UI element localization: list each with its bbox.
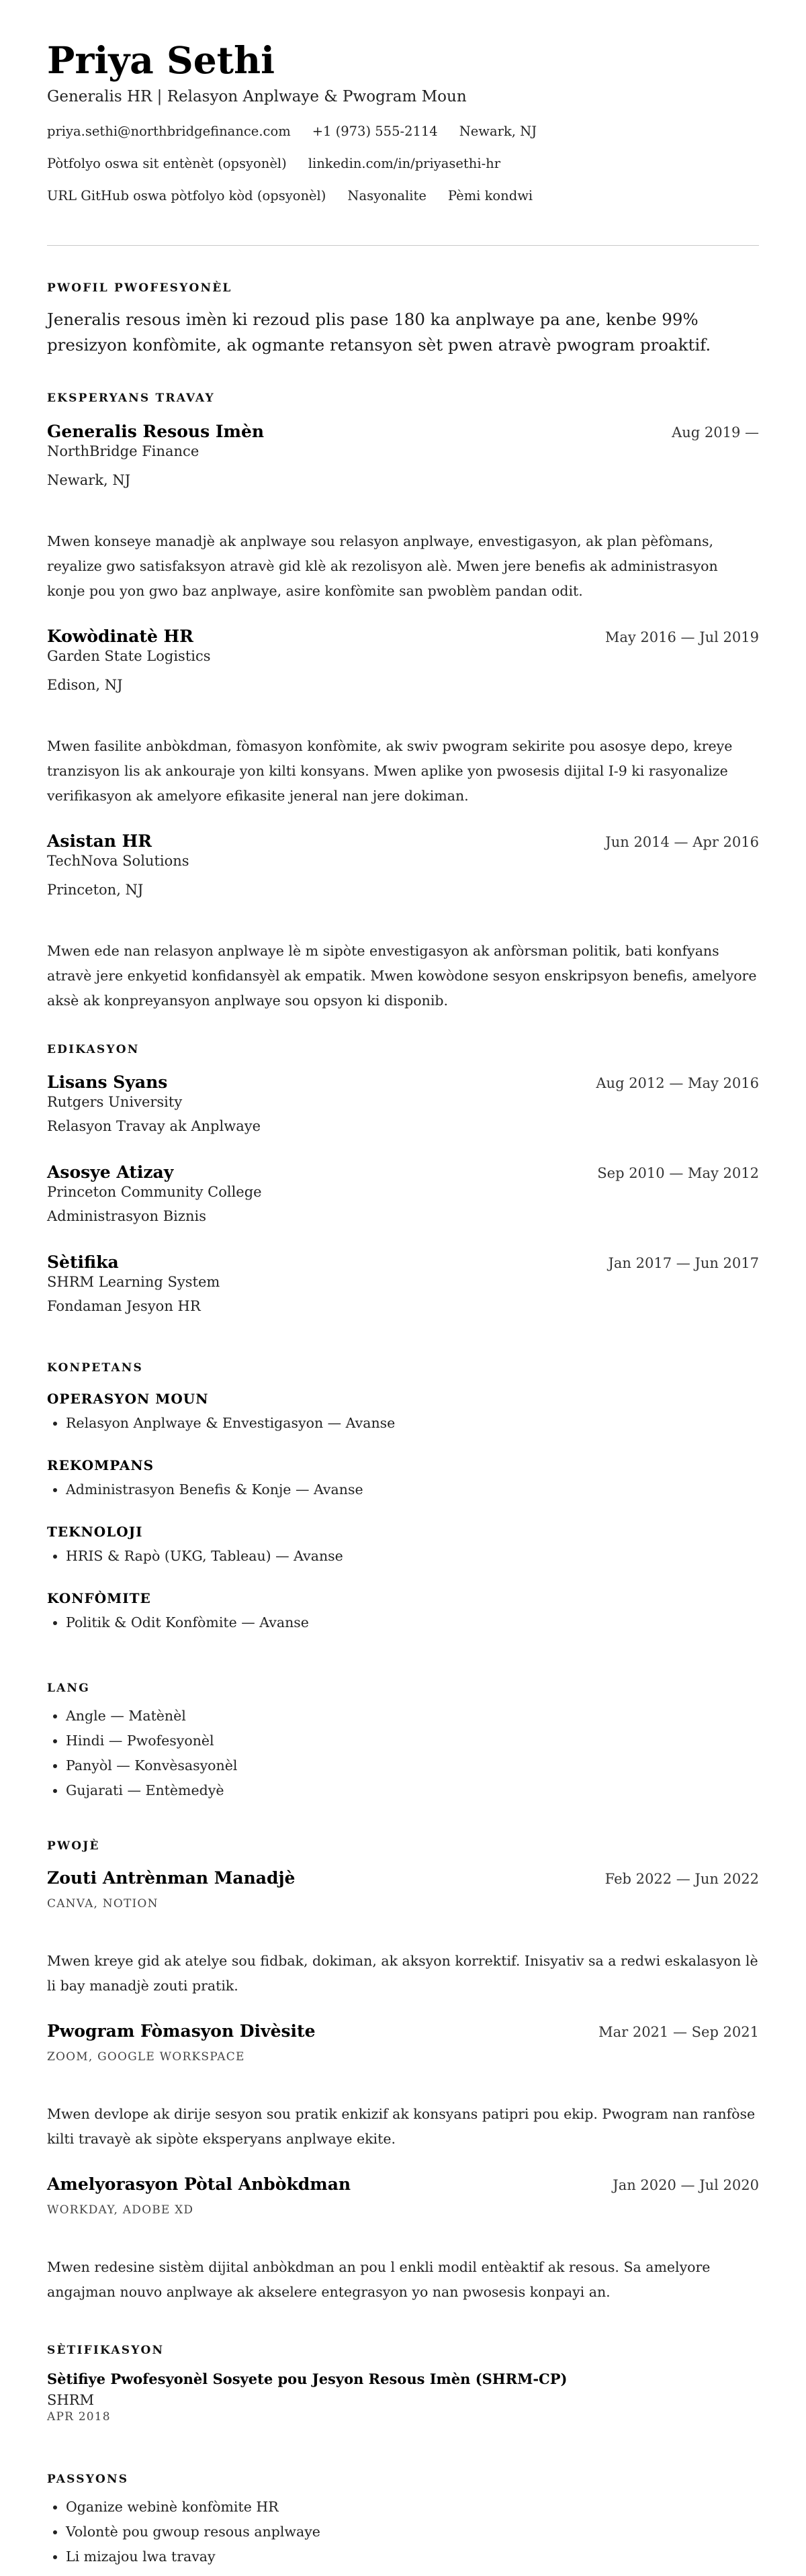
project-name: Amelyorasyon Pòtal Anbòkdman [47,2174,351,2194]
certifications-heading: SÈTIFIKASYON [47,2344,165,2357]
job-description: Mwen konseye manadjè ak anplwaye sou relasyon anplwaye, envestigasyon, ak plan pèfòmans, reyalize gwo satisfaksyon atravè gid klè ak rezolisyon alè. Mwen jere benefis ak administrasyon konje pou yon gwo baz anplwaye, asire konfòmite san pwoblèm pandan odit. [47,533,718,599]
certification-name: Sètifiye Pwofesyonèl Sosyete pou Jesyon Resous Imèn (SHRM-CP) [47,2371,568,2387]
company-name: NorthBridge Finance [47,443,199,459]
skill-category: REKOMPANS [47,1457,154,1473]
location-text: Newark, NJ [459,124,537,139]
project-item [47,2174,759,2217]
skill-list [47,1610,759,1635]
email-text[interactable]: priya.sethi@northbridgefinance.com [47,124,291,139]
experience-item [47,422,759,490]
linkedin-link[interactable]: linkedin.com/in/priyasethi-hr [308,156,501,171]
job-description: Mwen fasilite anbòkdman, fòmasyon konfòmite, ak swiv pwogram sekirite pou asosye depo, kreye tranzisyon lis ak ankouraje yon kilti konsyans. Mwen aplike yon pwosesis dijital I-9 ki rasyonalize verifikasyon ak amelyore efikasite jeneral nan jere dokiman. [47,738,733,804]
skill-category: TEKNOLOJI [47,1524,143,1540]
field-of-study: Administrasyon Biznis [47,1208,206,1224]
skill-group [47,1391,759,1436]
job-title: Generalis Resous Imèn [47,422,265,441]
job-date: May 2016 — Jul 2019 [604,629,759,645]
project-tools: WORKDAY, ADOBE XD [47,2203,194,2217]
language-item: • Panyòl — Konvèsasyonèl [66,1753,778,1778]
language-item: • Hindi — Pwofesyonèl [66,1729,778,1753]
project-tools: CANVA, NOTION [47,1897,159,1911]
field-of-study: Relasyon Travay ak Anplwaye [47,1118,261,1134]
degree-title: Sètifika [47,1252,119,1272]
experience-heading: EKSPERYANS TRAVAY [47,392,215,405]
project-date: Mar 2021 — Sep 2021 [598,2024,759,2040]
education-date: Jan 2017 — Jun 2017 [608,1255,759,1271]
degree-title: Lisans Syans [47,1072,168,1092]
education-date: Sep 2010 — May 2012 [597,1165,759,1181]
education-item [47,1072,759,1136]
job-location: Princeton, NJ [47,882,144,898]
job-location: Edison, NJ [47,677,123,693]
skill-item: • Politik & Odit Konfòmite — Avanse [66,1610,759,1635]
contact-row-extra [47,187,759,205]
interests-heading: PASSYONS [47,2473,129,2486]
skill-group [47,1457,759,1502]
interest-item: • Li mizajou lwa travay [66,2544,778,2569]
project-date: Jan 2020 — Jul 2020 [613,2177,759,2193]
experience-item [47,831,759,900]
skill-item: • Relasyon Anplwaye & Envestigasyon — Avanse [66,1411,759,1436]
project-description: Mwen kreye gid ak atelye sou fidbak, dokiman, ak aksyon korrektif. Inisyativ sa a redwi eskalasyon lè li bay manadjè zouti pratik. [47,1953,758,1994]
phone-text[interactable]: +1 (973) 555-2114 [312,124,438,139]
github-link[interactable]: URL GitHub oswa pòtfolyo kòd (opsyonèl) [47,188,326,203]
certification-issuer: SHRM [47,2392,95,2408]
project-description: Mwen devlope ak dirije sesyon sou pratik enkizif ak konsyans patipri pou ekip. Pwogram nan ranfòse kilti travayè ak sipòte eksperyans anplwaye ekite. [47,2106,756,2147]
school-name: Rutgers University [47,1094,183,1110]
skill-group [47,1524,759,1569]
language-item: • Gujarati — Entèmedyè [66,1778,778,1803]
education-item [47,1162,759,1226]
interest-item: • Volontè pou gwoup resous anplwaye [66,2520,778,2544]
language-item: • Angle — Matènèl [66,1704,778,1729]
skill-category: OPERASYON MOUN [47,1391,209,1407]
project-description: Mwen redesine sistèm dijital anbòkdman an pou l enkli modil entèaktif ak resous. Sa amelyore angajman nouvo anplwaye ak akselere entegrasyon yo nan pwosesis konpayi an. [47,2259,711,2300]
education-date: Aug 2012 — May 2016 [596,1075,759,1091]
skill-category: KONFÒMITE [47,1590,151,1606]
summary-text: Jeneralis resous imèn ki rezoud plis pase 180 ka anplwaye pa ane, kenbe 99% presizyon konfòmite, ak ogmante retansyon sèt pwen atravè pwogram proaktif. [47,310,711,355]
projects-heading: PWOJÈ [47,1839,100,1853]
skill-list [47,1477,759,1502]
experience-item [47,627,759,695]
certification-item [47,2371,759,2424]
education-item [47,1252,759,1316]
summary-heading: PWOFIL PWOFESYONÈL [47,281,232,295]
job-title: Kowòdinatè HR [47,627,193,646]
contact-row-links [47,154,759,173]
job-description: Mwen ede nan relasyon anplwaye lè m sipòte envestigasyon ak anfòrsman politik, bati konfyans atravè jere enkyetid konfidansyèl ak empatik. Mwen kowòdone sesyon enskripsyon benefis, amelyore aksè ak konpreyansyon anplwaye sou opsyon ki disponib. [47,943,757,1009]
project-tools: ZOOM, GOOGLE WORKSPACE [47,2050,245,2064]
resume-header [47,39,759,205]
field-of-study: Fondaman Jesyon HR [47,1298,201,1314]
project-date: Feb 2022 — Jun 2022 [604,1871,759,1887]
company-name: Garden State Logistics [47,648,211,664]
school-name: Princeton Community College [47,1184,262,1200]
skill-item: • HRIS & Rapò (UKG, Tableau) — Avanse [66,1544,759,1569]
language-list [47,1704,778,1803]
languages-heading: LANG [47,1682,91,1695]
headline: Generalis HR | Relasyon Anplwaye & Pwogram Moun [47,88,467,105]
skills-heading: KONPETANS [47,1361,143,1375]
project-name: Zouti Antrènman Manadjè [47,1868,296,1888]
job-location: Newark, NJ [47,472,131,488]
skill-item: • Administrasyon Benefis & Konje — Avanse [66,1477,759,1502]
permit-text: Pèmi kondwi [447,188,533,203]
candidate-name: Priya Sethi [47,38,275,82]
skill-list [47,1411,759,1436]
skill-list [47,1544,759,1569]
certification-date: APR 2018 [47,2410,111,2424]
school-name: SHRM Learning System [47,1274,220,1290]
contact-row-primary [47,122,759,141]
portfolio-link[interactable]: Pòtfolyo oswa sit entènèt (opsyonèl) [47,156,287,171]
header-divider [47,245,759,246]
nationality-text: Nasyonalite [347,188,427,203]
degree-title: Asosye Atizay [47,1162,174,1182]
interest-item: • Oganize webinè konfòmite HR [66,2495,778,2520]
job-date: Aug 2019 — [672,424,759,441]
skill-group [47,1590,759,1635]
project-item [47,1868,759,1911]
job-title: Asistan HR [47,831,152,851]
project-item [47,2021,759,2064]
job-date: Jun 2014 — Apr 2016 [605,834,759,850]
company-name: TechNova Solutions [47,853,189,869]
education-heading: EDIKASYON [47,1043,140,1056]
interest-list [47,2495,778,2569]
project-name: Pwogram Fòmasyon Divèsite [47,2021,316,2041]
